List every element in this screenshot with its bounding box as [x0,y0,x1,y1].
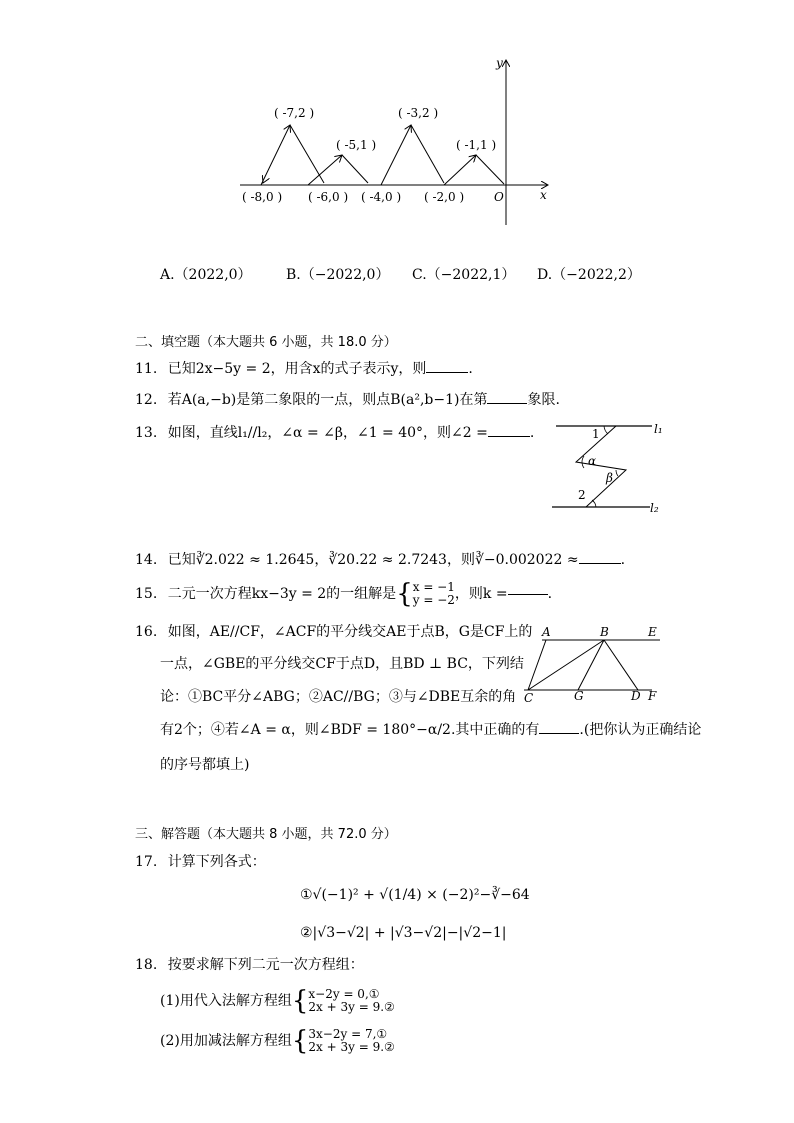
punctuation: . [529,425,535,441]
part-text: (2)用加减法解方程组 [160,1033,292,1049]
part-text: (1)用代入法解方程组 [160,993,292,1009]
answer-blank[interactable] [426,371,468,373]
equation: x−2y = 0,① [308,987,380,1001]
question-15 [135,581,552,607]
figure-13 [548,418,670,516]
answer-blank[interactable] [488,435,530,437]
figure-16 [520,624,666,706]
question-text: 象限. [527,392,560,408]
expression-2: ②|√3−√2| + |√3−√2|−|√2−1| [300,925,507,941]
question-text: 若A(a,−b)是第二象限的一点，则点B(a²,b−1)在第 [167,392,488,408]
question-text: 的序号都填上) [160,757,250,773]
question-text: 按要求解下列二元一次方程组： [167,957,364,973]
point-e-label: E [648,625,657,639]
part-1 [160,988,395,1014]
equation-system [308,988,394,1014]
question-text: 已知2x−5y = 2，用含x的式子表示y，则 [167,361,427,377]
question-text: 二元一次方程kx−3y = 2的一组解是 [167,586,397,602]
point-label: ( -8,0 ) [242,190,283,204]
point-d-label: D [631,689,641,703]
expression-1: ①√(−1)² + √(1/4) × (−2)²−∛−64 [300,887,530,903]
answer-blank[interactable] [539,732,579,734]
segment [290,125,324,183]
segment [308,155,342,185]
question-text: .(把你认为正确结论 [579,722,702,738]
question-17 [135,855,266,869]
question-text: 有2个；④若∠A = α，则∠BDF = 180°−α/2.其中正确的有 [160,722,540,738]
point-a-label: A [542,625,551,639]
question-number: 13. [135,425,158,441]
system-brace: { [291,986,309,1016]
question-text: 论：①BC平分∠ABG；②AC//BG；③与∠DBE互余的角 [160,689,517,705]
question-number: 12. [135,392,158,408]
angle-alpha-label: α [588,454,597,468]
punctuation: . [547,586,553,602]
section-title: 二、填空题（本大题共 6 小题，共 18.0 分） [135,335,397,350]
point-g-label: G [574,689,584,703]
line-l2-label: l₂ [650,501,659,515]
answer-blank[interactable] [487,402,527,404]
question-number: 11. [135,361,158,377]
segment [263,125,290,183]
question-number: 15. [135,586,158,602]
segment [381,125,411,185]
point-f-label: F [648,689,657,703]
question-16 [135,625,532,639]
point-label: ( -7,2 ) [274,106,315,120]
option-c[interactable]: C.（−2022,1） [412,267,516,283]
system-brace: { [396,579,413,609]
equation-system [413,581,455,607]
point-label: ( -2,0 ) [424,190,465,204]
question-text: 计算下列各式： [167,854,266,870]
question-13 [135,426,534,440]
punctuation: . [468,361,473,377]
question-text: 如图，直线l₁//l₂，∠α = ∠β，∠1 = 40°，则∠2 = [167,425,488,441]
question-text: 已知∛2.022 ≈ 1.2645，∛20.22 ≈ 2.7243，则∛−0.002022 ≈ [167,552,579,568]
option-b[interactable]: B.（−2022,0） [286,267,390,283]
question-number: 18. [135,957,158,973]
coordinate-graph [230,55,560,230]
equation-system [308,1028,394,1054]
punctuation: . [620,552,626,568]
question-text [160,723,701,737]
option-a[interactable]: A.（2022,0） [160,267,252,283]
point-label: ( -3,2 ) [398,106,439,120]
segment [342,155,368,183]
answer-blank[interactable] [579,562,621,564]
part-2 [160,1028,395,1054]
equation: 2x + 3y = 9.② [308,1040,395,1054]
equation: y = −2 [412,593,455,607]
point-b-label: B [600,625,609,639]
question-11 [135,362,473,376]
question-number: 17. [135,854,158,870]
section-title: 三、解答题（本大题共 8 小题，共 72.0 分） [135,827,397,842]
segment [444,155,476,185]
point-label: ( -6,0 ) [308,190,349,204]
question-number: 14. [135,552,158,568]
question-text: 一点，∠GBE的平分线交CF于点D，且BD ⊥ BC，下列结 [160,656,524,672]
angle-beta-label: β [606,471,613,485]
equation: 3x−2y = 7,① [308,1027,388,1041]
option-d[interactable]: D.（−2022,2） [537,267,641,283]
line-l1-label: l₁ [654,422,663,436]
question-12 [135,393,560,407]
point-label: ( -1,1 ) [456,138,497,152]
angle-2-label: 2 [578,488,586,502]
segment [411,125,444,183]
angle-1-label: 1 [592,427,600,441]
point-label: ( -5,1 ) [336,138,377,152]
question-14 [135,553,625,567]
question-text: 如图，AE//CF，∠ACF的平分线交AE于点B，G是CF上的 [167,624,533,640]
point-c-label: C [524,691,534,705]
segment [476,155,504,184]
zigzag-path [261,125,504,185]
system-brace: { [291,1026,309,1056]
question-18 [135,958,364,972]
origin-label: O [494,190,504,204]
x-axis-label: x [540,188,547,202]
question-text: ，则k = [454,586,508,602]
point-label: ( -4,0 ) [361,190,402,204]
question-number: 16. [135,624,158,640]
answer-blank[interactable] [508,593,548,595]
equation: x = −1 [412,580,455,594]
y-axis-label: y [496,56,503,70]
equation: 2x + 3y = 9.② [308,1000,395,1014]
